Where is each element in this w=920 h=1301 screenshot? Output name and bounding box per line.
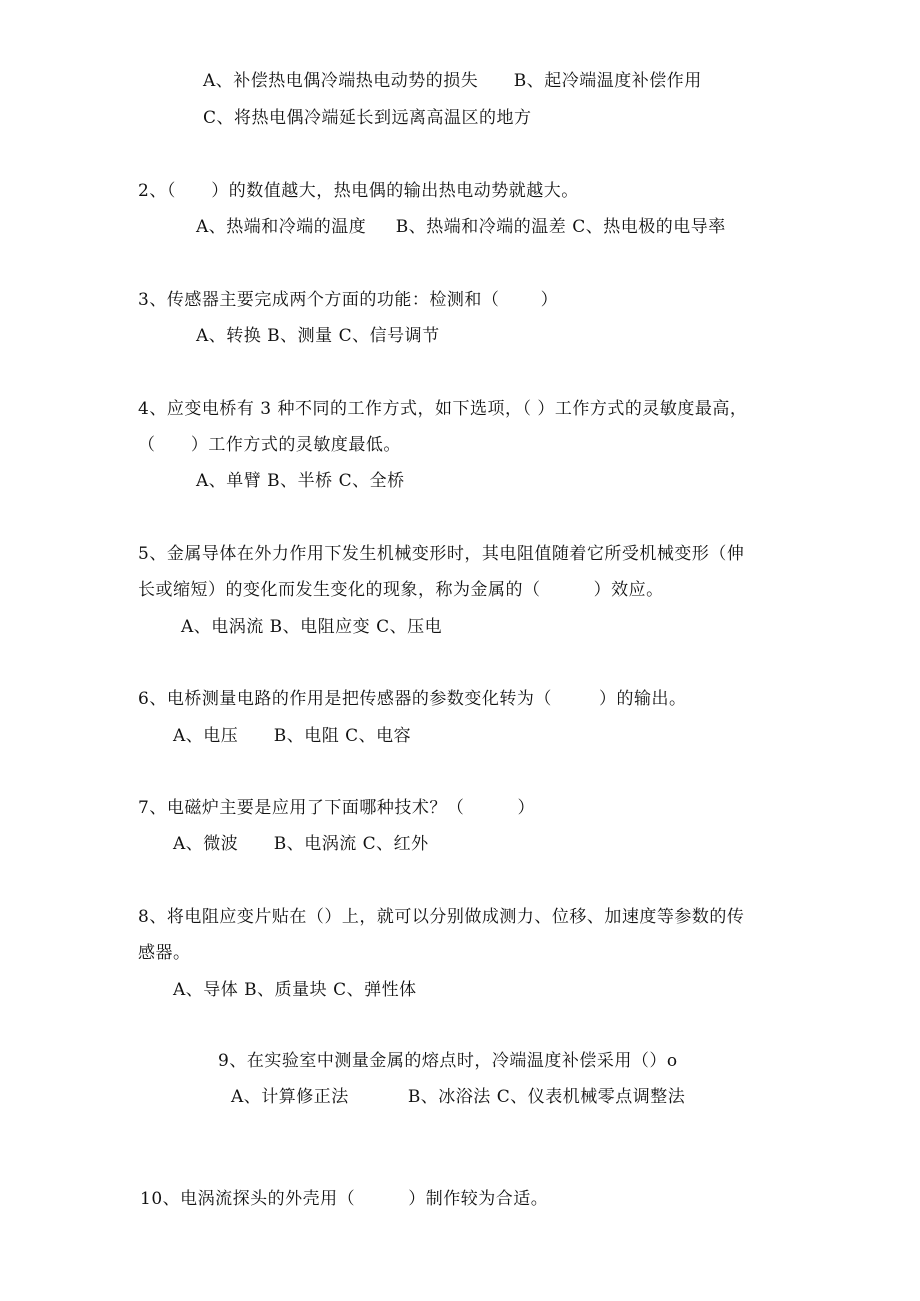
q7-stem: 7、电磁炉主要是应用了下面哪种技术？（ ） (138, 798, 535, 818)
q3-stem: 3、传感器主要完成两个方面的功能：检测和（ ） (138, 290, 559, 310)
q5-options: A、电涡流 B、电阻应变 C、压电 (181, 617, 443, 637)
q5-stem-line2: 长或缩短）的变化而发生变化的现象，称为金属的（ ）效应。 (138, 580, 664, 600)
q4-stem-line1: 4、应变电桥有 3 种不同的工作方式，如下选项，（ ）工作方式的灵敏度最高， (138, 399, 748, 419)
q1-options-line2: C、将热电偶冷端延长到远离高温区的地方 (203, 108, 532, 128)
q6-stem: 6、电桥测量电路的作用是把传感器的参数变化转为（ ）的输出。 (138, 689, 687, 709)
q4-options: A、单臂 B、半桥 C、全桥 (196, 471, 405, 491)
q8-stem-line2: 感器。 (138, 943, 191, 963)
q5-stem-line1: 5、金属导体在外力作用下发生机械变形时，其电阻值随着它所受机械变形（伸 (138, 544, 745, 564)
q9-options: A、计算修正法 B、冰浴法 C、仪表机械零点调整法 (231, 1087, 686, 1107)
q3-options: A、转换 B、测量 C、信号调节 (196, 326, 440, 346)
q6-options: A、电压 B、电阻 C、电容 (173, 726, 412, 746)
q10-stem: 10、电涡流探头的外壳用（ ）制作较为合适。 (140, 1189, 549, 1209)
q2-options: A、热端和冷端的温度 B、热端和冷端的温差 C、热电极的电导率 (196, 217, 726, 237)
q2-stem: 2、（ ）的数值越大，热电偶的输出热电动势就越大。 (138, 181, 579, 201)
q7-options: A、微波 B、电涡流 C、红外 (173, 834, 429, 854)
q4-stem-line2: （ ）工作方式的灵敏度最低。 (138, 435, 401, 455)
q1-options-line1: A、补偿热电偶冷端热电动势的损失 B、起冷端温度补偿作用 (203, 71, 702, 91)
q8-options: A、导体 B、质量块 C、弹性体 (173, 980, 417, 1000)
q9-stem: 9、在实验室中测量金属的熔点时，冷端温度补偿采用（）o (218, 1051, 678, 1071)
q8-stem-line1: 8、将电阻应变片贴在（）上，就可以分别做成测力、位移、加速度等参数的传 (138, 907, 745, 927)
